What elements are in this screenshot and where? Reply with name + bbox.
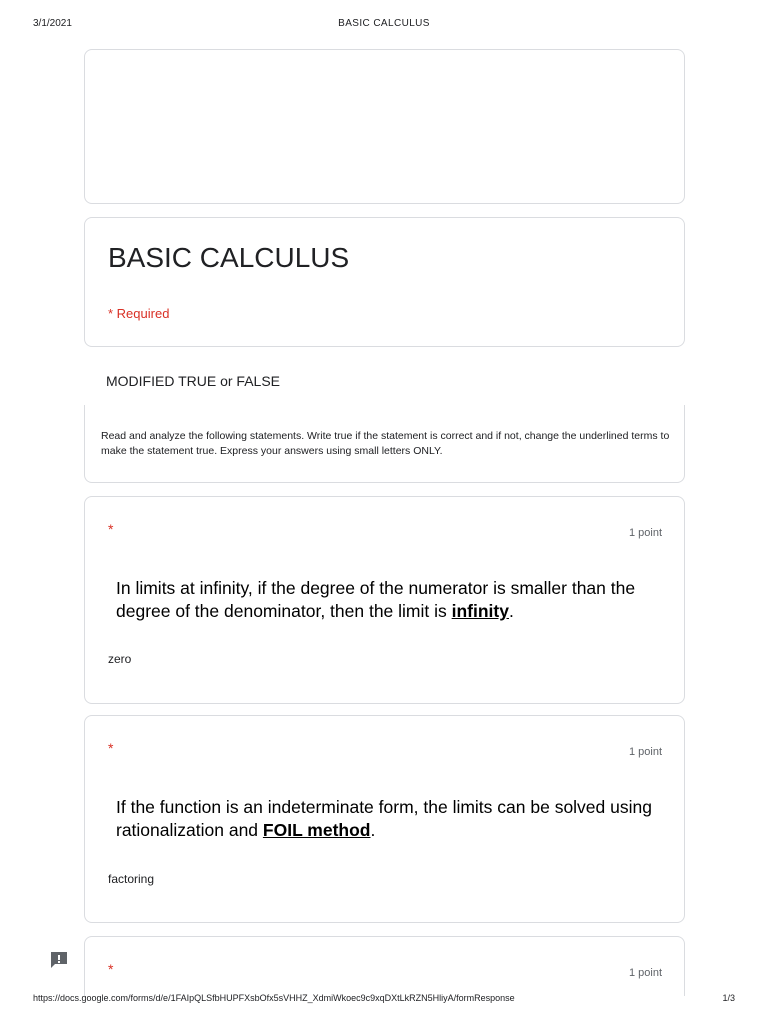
section-title: MODIFIED TRUE or FALSE	[106, 373, 280, 389]
form-title: BASIC CALCULUS	[108, 242, 350, 273]
statement-end: .	[508, 601, 514, 621]
question-card	[84, 936, 685, 996]
form-header-image-card	[84, 49, 685, 204]
print-page-number: 1/3	[722, 993, 735, 1003]
print-title: BASIC CALCULUS	[338, 18, 430, 29]
answer-response: factoring	[108, 872, 155, 886]
print-url: https://docs.google.com/forms/d/e/1FAIpQLSfbHUPFXsbOfx5sVHHZ_XdmiWkoec9c9xqDXtLkRZN5HliyA/formResponse	[33, 993, 515, 1003]
question-card	[84, 715, 685, 923]
question-statement	[116, 577, 666, 623]
question-statement	[116, 796, 666, 842]
required-star: *	[108, 961, 114, 977]
question-card	[84, 496, 685, 704]
question-points: 1 point	[628, 967, 662, 979]
feedback-icon[interactable]	[49, 951, 69, 969]
form-title-card	[84, 217, 685, 347]
underlined-term: infinity	[451, 601, 509, 621]
required-star: *	[108, 521, 114, 537]
statement-text: In limits at infinity, if the degree of the numerator is smaller than the degree of the denominator, then the limit is	[116, 578, 636, 621]
section-description-card	[84, 405, 685, 483]
statement-text: If the function is an indeterminate form, the limits can be solved using rationalization and	[116, 797, 652, 840]
answer-response: zero	[108, 652, 132, 666]
question-points: 1 point	[628, 746, 662, 758]
statement-end: .	[370, 820, 376, 840]
print-date: 3/1/2021	[33, 18, 72, 29]
required-note: * Required	[108, 306, 170, 321]
section-description: Read and analyze the following statements. Write true if the statement is correct and if not, change the underlined terms to make the statement true. Express your answers using small letters ONLY.	[101, 430, 670, 457]
question-points: 1 point	[628, 527, 662, 539]
underlined-term: FOIL method	[262, 820, 371, 840]
required-star: *	[108, 740, 114, 756]
